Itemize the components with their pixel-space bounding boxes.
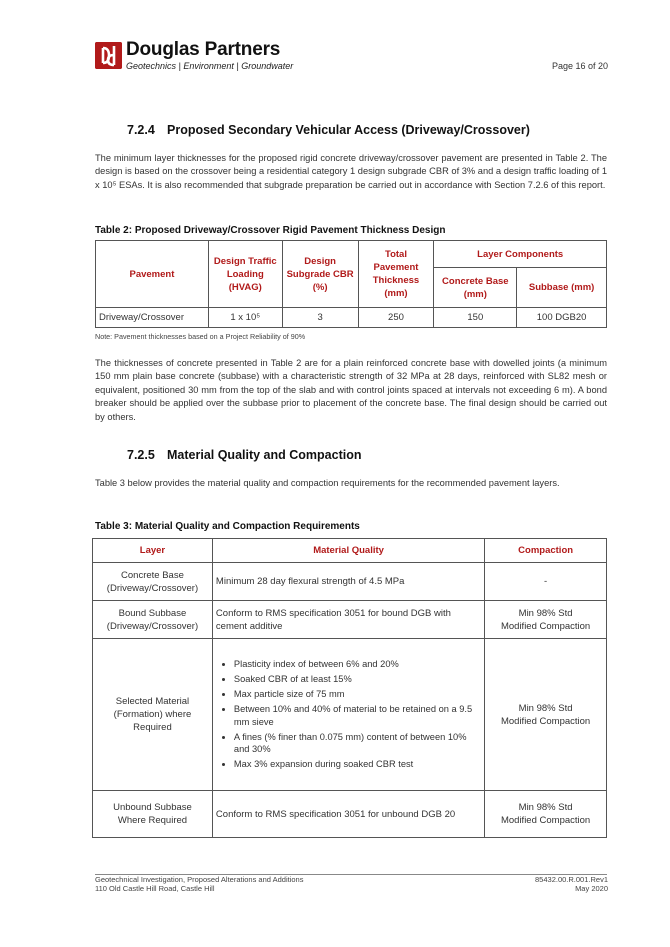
table-3-cell-layer [93, 791, 213, 838]
list-item: • Max particle size of 75 mm [234, 688, 481, 700]
table-3-caption: Table 3: Material Quality and Compaction Requirements [95, 521, 360, 532]
table-2-follow-paragraph: The thicknesses of concrete presented in Table 2 are for a plain reinforced concrete base with dowelled joints (a minimum 150 mm plain base concrete (subbase) with a characteristic strength of 32 MPa at 28 days, reinforced with SL82 mesh or equivalent, positioned 30 mm from the top of the slab and with control joints spaced at intervals not exceeding 6 m). A bond breaker should be applied over the subbase prior to placement of the concrete base. The final design should be carried out by others. [95, 358, 607, 422]
list-item: • A fines (% finer than 0.075 mm) content of between 10% and 30% [234, 731, 481, 755]
table-3-cell-layer [93, 601, 213, 639]
table-3-cell-quality: Minimum 28 day flexural strength of 4.5 MPa [212, 563, 484, 601]
layer-line: Where Required [117, 815, 188, 826]
list-item: • Max 3% expansion during soaked CBR test [234, 758, 481, 770]
list-item: • Between 10% and 40% of material to be retained on a 9.5 mm sieve [234, 703, 481, 727]
table-2-cell-subbase: 100 DGB20 [517, 308, 607, 328]
table-2-header-subbase: Subbase (mm) [517, 268, 607, 308]
table-2-header-pavement: Pavement [96, 241, 209, 308]
layer-line: Bound Subbase [118, 607, 187, 619]
table-2-cell-traffic: 1 x 10⁵ [208, 308, 282, 328]
table-3-cell-compaction: - [485, 563, 607, 601]
table-2-header-cbr: Design Subgrade CBR (%) [282, 241, 358, 308]
section-7-2-5-paragraph: Table 3 below provides the material quality and compaction requirements for the recommended pavement layers. [95, 478, 560, 488]
table-3-cell-compaction [485, 601, 607, 639]
table-2-cell-cbr: 3 [282, 308, 358, 328]
layer-line: Selected Material [115, 696, 190, 707]
table-2-header-concrete: Concrete Base (mm) [434, 268, 517, 308]
layer-line: Unbound Subbase [113, 802, 192, 813]
footer-report-number: 85432.00.R.001.Rev1 [535, 875, 608, 884]
layer-line: (Driveway/Crossover) [106, 582, 199, 594]
company-logo-icon [95, 42, 122, 69]
table-3-cell-layer [93, 563, 213, 601]
table-3 [92, 538, 607, 838]
list-item: • Plasticity index of between 6% and 20% [234, 658, 481, 670]
section-heading-7-2-4 [127, 123, 530, 137]
table-3-cell-compaction [485, 791, 607, 838]
company-tagline: Geotechnics | Environment | Groundwater [126, 61, 294, 71]
table-3-cell-quality: Conform to RMS specification 3051 for unbound DGB 20 [212, 791, 484, 838]
compaction-line: Min 98% Std [518, 607, 573, 619]
section-7-2-4-paragraph: The minimum layer thicknesses for the proposed rigid concrete driveway/crossover pavement are presented in Table 2. The design is based on the crossover being a residential category 1 design subgrade CBR of 3% and a design traffic loading of 1 x 10⁵ ESAs. It is also recommended that subgrade preparation be carried out in accordance with Section 7.2.6 of this report. [95, 153, 607, 190]
table-2-cell-thickness: 250 [358, 308, 434, 328]
layer-line: (Driveway/Crossover) [106, 620, 199, 632]
table-3-cell-quality: Conform to RMS specification 3051 for bound DGB with cement additive [212, 601, 484, 639]
layer-line: Concrete Base [121, 569, 184, 581]
section-title: Material Quality and Compaction [167, 448, 362, 462]
footer-left [95, 875, 303, 893]
compaction-line: Modified Compaction [500, 715, 591, 727]
table-2 [95, 240, 607, 328]
page-number: Page 16 of 20 [551, 61, 608, 71]
table-3-cell-quality [212, 639, 484, 791]
table-3-cell-compaction [485, 639, 607, 791]
table-2-note: Note: Pavement thicknesses based on a Project Reliability of 90% [95, 332, 306, 341]
table-3-header-quality: Material Quality [212, 539, 484, 563]
footer-project-title: Geotechnical Investigation, Proposed Alterations and Additions [95, 875, 304, 884]
section-number: 7.2.5 [127, 448, 155, 462]
list-item: • Soaked CBR of at least 15% [234, 673, 481, 685]
compaction-line: Min 98% Std [518, 702, 573, 714]
section-number: 7.2.4 [127, 123, 155, 137]
layer-line: (Formation) where [113, 709, 192, 720]
table-2-header-thickness: Total Pavement Thickness (mm) [358, 241, 434, 308]
footer-right [535, 875, 608, 893]
compaction-line: Modified Compaction [500, 815, 591, 826]
table-3-header-layer: Layer [93, 539, 213, 563]
compaction-line: Modified Compaction [500, 620, 591, 632]
table-2-header-layer-components: Layer Components [434, 241, 607, 268]
section-heading-7-2-5 [127, 448, 361, 462]
compaction-line: Min 98% Std [518, 802, 573, 813]
table-3-header-compaction: Compaction [485, 539, 607, 563]
table-2-caption: Table 2: Proposed Driveway/Crossover Rigid Pavement Thickness Design [95, 225, 446, 236]
company-name: Douglas Partners [126, 39, 281, 60]
table-2-header-traffic: Design Traffic Loading (HVAG) [208, 241, 282, 308]
table-3-cell-layer [93, 639, 213, 791]
table-2-cell-pavement: Driveway/Crossover [96, 308, 209, 328]
table-2-cell-concrete: 150 [434, 308, 517, 328]
footer-report-date: May 2020 [575, 884, 608, 893]
section-title: Proposed Secondary Vehicular Access (Driveway/Crossover) [167, 123, 530, 137]
material-requirements-list [216, 658, 481, 771]
layer-line: Required [133, 722, 172, 733]
footer-project-address: 110 Old Castle Hill Road, Castle Hill [95, 884, 215, 893]
